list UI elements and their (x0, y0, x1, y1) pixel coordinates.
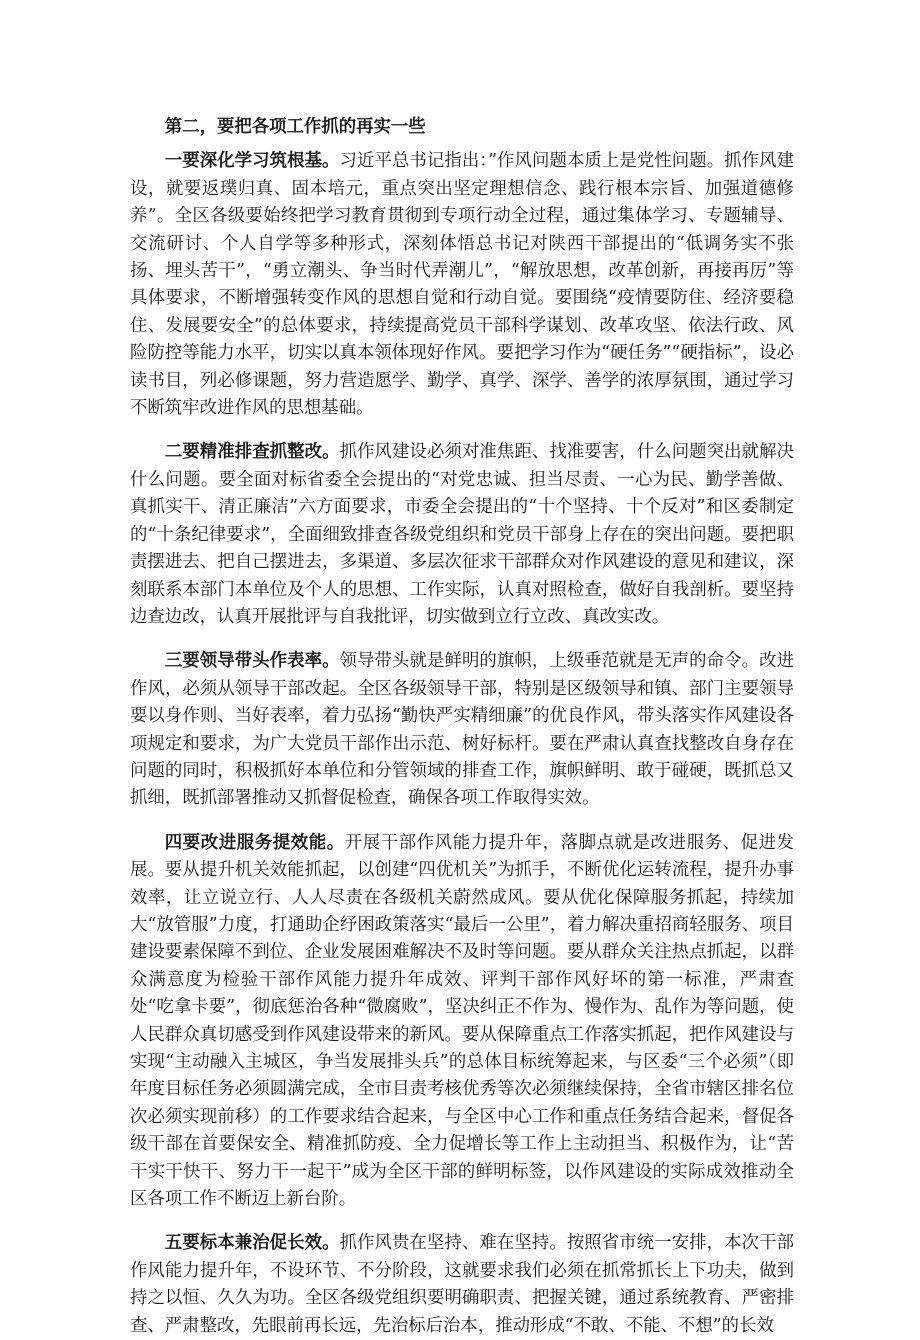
paragraph-body: 开展干部作风能力提升年，落脚点就是改进服务、促进发展。要从提升机关效能抓起，以创建“四优机关”为抓手，不断优化运转流程，提升办事效率，让立说立行、人人尽责在各级机关蔚然成风。要从优化保障服务抓起，持续加大“放管服”力度，打通助企纾困政策落实“最后一公里”，着力解决重招商轻服务、项目建设要素保障不到位、企业发展困难解决不及时等问题。要从群众关注热点抓起，以群众满意度为检验干部作风能力提升年成效、评判干部作风好坏的第一标准，严肃查处“吃拿卡要”，彻底惩治各种“微腐败”，坚决纠正不作为、慢作为、乱作为等问题，使人民群众真切感受到作风建设带来的新风。要从保障重点工作落实抓起，把作风建设与实现“主动融入主城区，争当发展排头兵”的总体目标统筹起来，与区委“三个必须”（即年度目标任务必须圆满完成，全市目责考核优秀等次必须继续保持，全省市辖区排名位次必须实现前移）的工作要求结合起来，与全区中心工作和重点任务结合起来，督促各级干部在首要保安全、精准抓防疫、全力促增长等工作上主动担当、积极作为，让“苦干实干快干、努力干一起干”成为全区干部的鲜明标签，以作风建设的实际成效推动全区各项工作不断迈上新台阶。 (130, 832, 794, 1210)
paragraph-lead: 一要深化学习筑根基。 (164, 151, 340, 172)
section-heading: 第二，要把各项工作抓的再实一些 (164, 117, 426, 137)
paragraph-study (130, 148, 794, 422)
paragraph-body: 领导带头就是鲜明的旗帜，上级垂范就是无声的命令。改进作风，必须从领导干部改起。全区各级领导干部，特别是区级领导和镇、部门主要领导要以身作则、当好表率，着力弘扬“勤快严实精细廉”的优良作风，带头落实作风建设各项规定和要求，为广大党员干部作出示范、树好标杆。要在严肃认真查找整改自身存在问题的同时，积极抓好本单位和分管领域的排查工作，旗帜鲜明、敢于碰硬，既抓总又抓细，既抓部署推动又抓督促检查，确保各项工作取得实效。 (130, 651, 794, 809)
paragraph-rectify (130, 439, 794, 631)
paragraph-lead: 二要精准排查抓整改。 (164, 442, 340, 463)
paragraph-lead: 四要改进服务提效能。 (164, 832, 345, 853)
paragraph-body: 抓作风贵在坚持、难在坚持。按照省市统一安排，本次干部作风能力提升年，不设环节、不分阶段，这就要求我们必须在抓常抓长上下功夫，做到持之以恒、久久为功。全区各级党组织要明确职责、把握关键，通过系统教育、严密排查、严肃整改，先眼前再长远，先治标后治本，推动形成“不敢、不能、不想”的长效 (130, 1233, 794, 1336)
paragraph-body: 抓作风建设必须对准焦距、找准要害，什么问题突出就解决什么问题。要全面对标省委全会提出的“对党忠诚、担当尽责、一心为民、勤学善做、真抓实干、清正廉洁”六方面要求，市委全会提出的“十个坚持、十个反对”和区委制定的“十条纪律要求”，全面细致排查各级党组织和党员干部身上存在的突出问题。要把职责摆进去、把自己摆进去，多渠道、多层次征求干部群众对作风建设的意见和建议，深刻联系本部门本单位及个人的思想、工作实际，认真对照检查，做好自我剖析。要坚持边查边改，认真开展批评与自我批评，切实做到立行立改、真改实改。 (130, 442, 794, 627)
paragraph-lead: 五要标本兼治促长效。 (164, 1233, 340, 1254)
paragraph-long-term (130, 1230, 794, 1340)
paragraph-lead: 三要领导带头作表率。 (164, 651, 340, 672)
paragraph-lead-by-example (130, 648, 794, 812)
paragraph-service (130, 830, 794, 1214)
paragraph-body: 习近平总书记指出：”作风问题本质上是党性问题。抓作风建设，就要返璞归真、固本培元，重点突出坚定理想信念、践行根本宗旨、加强道德修养”。全区各级要始终把学习教育贯彻到专项行动全过程，通过集体学习、专题辅导、交流研讨、个人自学等多种形式，深刻体悟总书记对陕西干部提出的“低调务实不张扬、埋头苦干”，“勇立潮头、争当时代弄潮儿”，“解放思想，改革创新，再接再厉”等具体要求，不断增强转变作风的思想自觉和行动自觉。要围绕“疫情要防住、经济要稳住、发展要安全”的总体要求，持续提高党员干部科学谋划、改革攻坚、依法行政、风险防控等能力水平，切实以真本领体现好作风。要把学习作为“硬任务”“硬指标”，设必读书目，列必修课题，努力营造愿学、勤学、真学、深学、善学的浓厚氛围，通过学习不断筑牢改进作风的思想基础。 (130, 151, 794, 419)
